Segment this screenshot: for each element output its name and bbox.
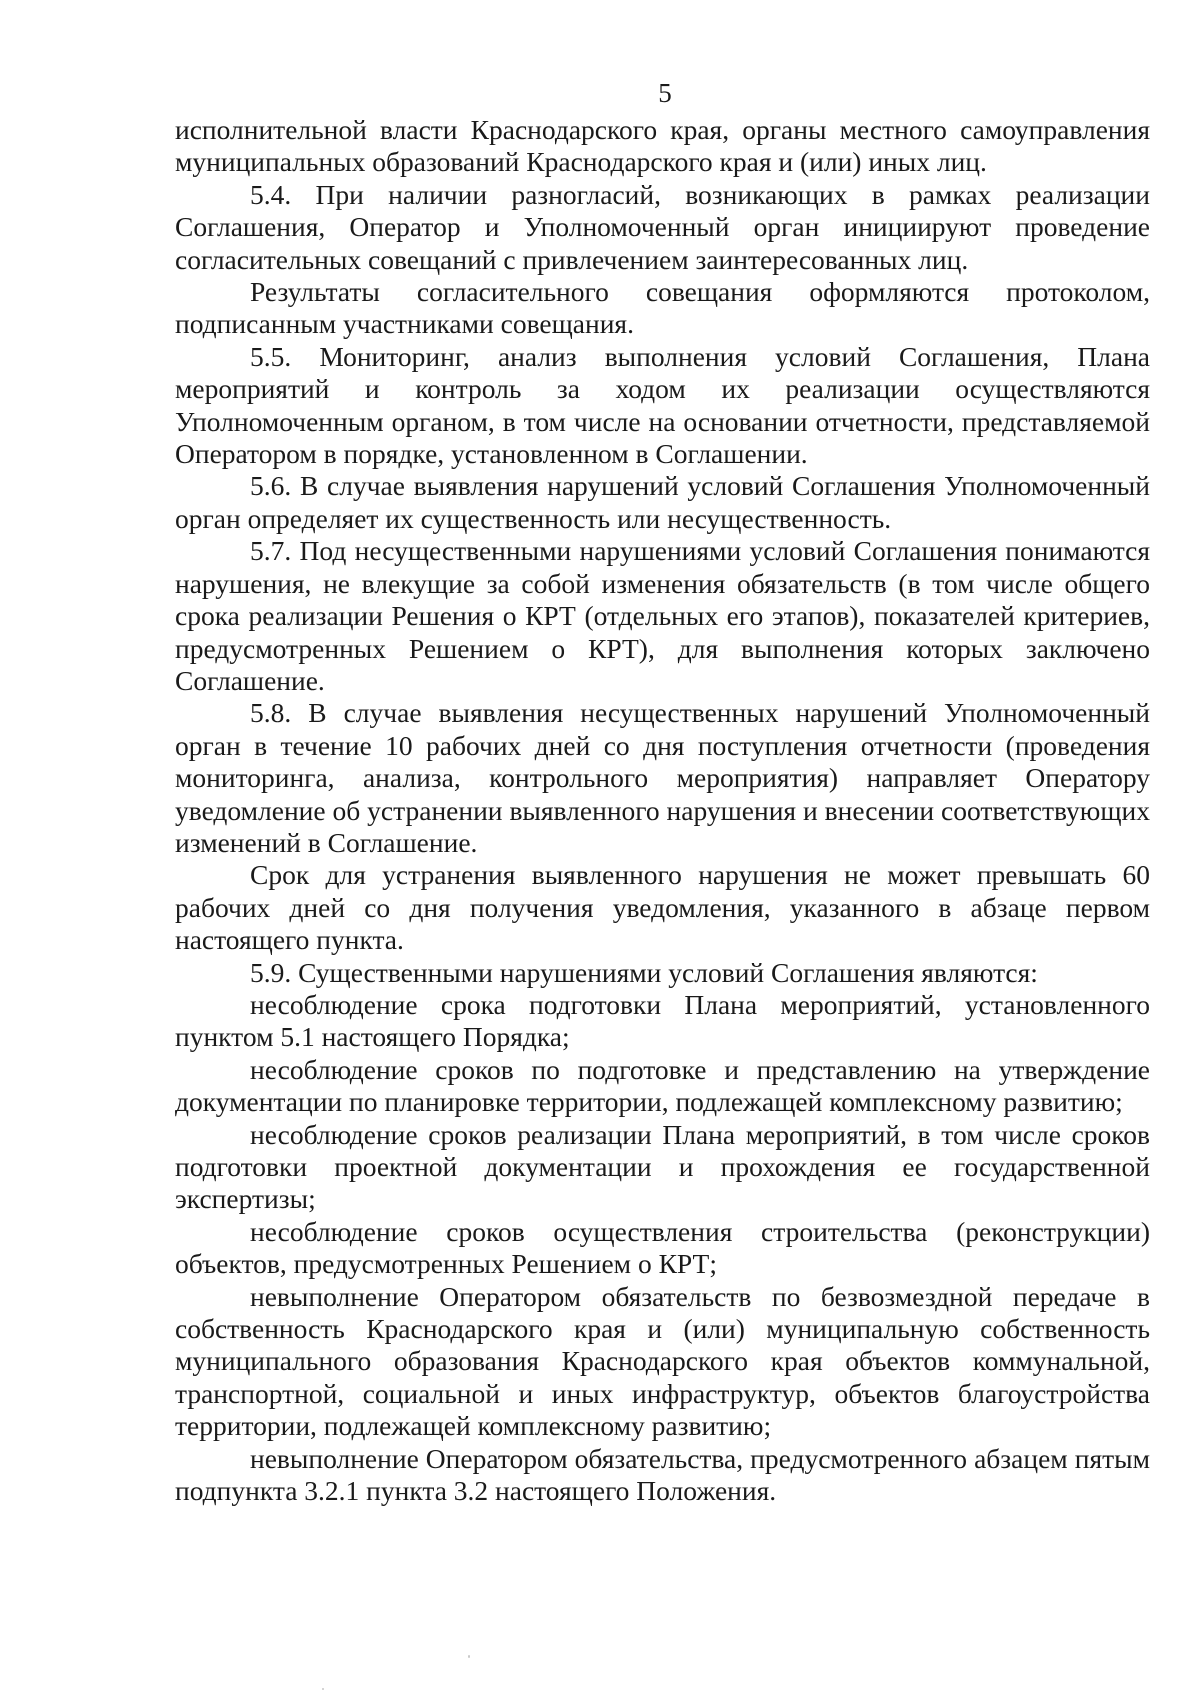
paragraph-meeting-results: Результаты согласительного совещания оформляются протоколом, подписанным участниками совещания. [175,276,1150,340]
scan-speck [468,1655,470,1658]
paragraph-5-5: 5.5. Мониторинг, анализ выполнения условий Соглашения, Плана мероприятий и контроль за ходом их реализации осуществляются Уполномоченным органом, в том числе на основании отчетности, представляемой Оператором в порядке, установленном в Соглашении. [175,340,1150,470]
list-item-violation: несоблюдение срока подготовки Плана мероприятий, установленного пунктом 5.1 настоящего Порядка; [175,988,1150,1053]
list-item-violation: невыполнение Оператором обязательств по безвозмездной передаче в собственность Краснодарского края и (или) муниципальную собственность муниципального образования Краснодарского края объектов коммунальной, транспортной, социальной и иных инфраструктур, объектов благоустройства территории, подлежащей комплексному развитию; [175,1280,1150,1442]
paragraph-5-7: 5.7. Под несущественными нарушениями условий Соглашения понимаются нарушения, не влекущие за собой изменения обязательств (в том числе общего срока реализации Решения о КРТ (отдельных его этапов), показателей критериев, предусмотренных Решением о КРТ), для выполнения которых заключено Соглашение. [175,535,1150,696]
paragraph-5-4: 5.4. При наличии разногласий, возникающих в рамках реализации Соглашения, Оператор и Уполномоченный орган инициируют проведение согласительных совещаний с привлечением заинтересованных лиц. [175,178,1150,275]
paragraph-5-8: 5.8. В случае выявления несущественных нарушений Уполномоченный орган в течение 10 рабочих дней со дня поступления отчетности (проведения мониторинга, анализа, контрольного мероприятия) направляет Оператору уведомление об устранении выявленного нарушения и внесении соответствующих изменений в Соглашение. [175,697,1150,858]
list-item-violation: несоблюдение сроков осуществления строительства (реконструкции) объектов, предусмотренных Решением о КРТ; [175,1215,1150,1280]
paragraph-continuation: исполнительной власти Краснодарского края, органы местного самоуправления муниципальных образований Краснодарского края и (или) иных лиц. [175,114,1150,178]
paragraph-deadline: Срок для устранения выявленного нарушения не может превышать 60 рабочих дней со дня получения уведомления, указанного в абзаце первом настоящего пункта. [175,859,1150,956]
paragraph-5-9: 5.9. Существенными нарушениями условий Соглашения являются: [250,956,1038,988]
document-body [175,114,1150,1507]
scan-speck [322,1688,324,1690]
list-item-violation: несоблюдение сроков реализации Плана мероприятий, в том числе сроков подготовки проектной документации и прохождения ее государственной экспертизы; [175,1118,1150,1215]
paragraph-5-6: 5.6. В случае выявления нарушений условий Соглашения Уполномоченный орган определяет их существенность или несущественность. [175,470,1150,534]
list-item-violation: несоблюдение сроков по подготовке и представлению на утверждение документации по планировке территории, подлежащей комплексному развитию; [175,1053,1150,1118]
list-item-violation: невыполнение Оператором обязательства, предусмотренного абзацем пятым подпункта 3.2.1 пункта 3.2 настоящего Положения. [175,1442,1150,1507]
page-number: 5 [658,78,672,108]
